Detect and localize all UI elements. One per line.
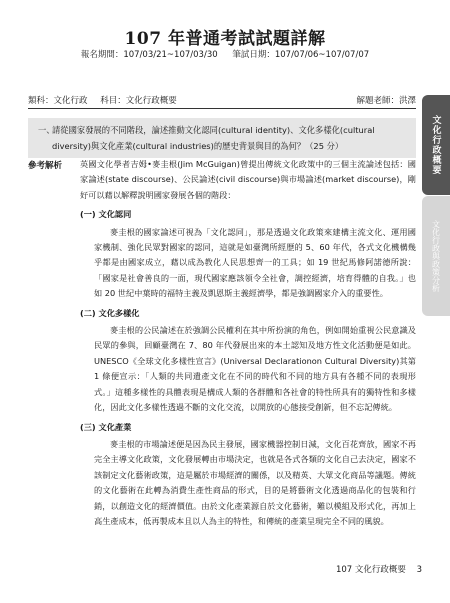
- question-number: 一、: [38, 125, 55, 135]
- question-text: 請從國家發展的不同階段，論述推動文化認同(cultural identity)、文化多樣化(cultural diversity)與文化產業(cultural industries)的歷史背景與目的為何？（25 分）: [52, 125, 375, 151]
- section-heading-identity: (一) 文化認同: [80, 209, 132, 220]
- answer-body: [80, 157, 416, 529]
- exam-date: 筆試日期：107/07/06~107/07/07: [232, 50, 370, 60]
- registration-period: 報名期間：107/03/21~107/03/30: [80, 50, 218, 60]
- answer-label: 參考解析: [28, 161, 63, 171]
- answer-intro: 英國文化學者吉姆•麥圭根(Jim McGuigan)曾提出傳統文化政策中的三個主流論述包括：國家論述(state discourse)、公民論述(civil discourse)與市場論述(market discourse)，剛好可以藉以解釋說明國家發展各個的階段：: [80, 159, 416, 200]
- header-divider: [28, 108, 416, 109]
- category: 類科：文化行政: [28, 96, 88, 106]
- page-number: 3: [416, 565, 422, 575]
- teacher: 解題老師：洪澤: [356, 96, 416, 106]
- section-text-industries: 麥圭根的市場論述便是因為民主發展，國家機器控制日減，文化百花齊放，國家不再完全主導文化政策，文化發展轉由市場決定，也就是各式各類的文化自己去決定，國家不該制定文化藝術政策，這是屬於市場經濟的關係，以及精英、大眾文化商品等議題。傳統的文化藝術在此轉為消費生產性商品的形式，目的是將藝術文化透過商品化的包裝和行銷，以創造文化的經濟價值。由於文化產業源自於文化藝術，難以模組及形式化，再加上高生產成本，低再製成本且以人為主的特性，和傳統的產業呈現完全不同的風貌。: [94, 438, 416, 526]
- footer-brand: 107 文化行政概要: [335, 565, 406, 575]
- subject: 科目：文化行政概要: [100, 96, 177, 106]
- page-footer: [336, 563, 422, 575]
- side-tab-active[interactable]: 文化行政概要: [422, 95, 450, 195]
- section-text-identity: 麥圭根的國家論述可視為「文化認同」，那是透過文化政策來建構主流文化、運用國家機制、強化民眾對國家的認同，這就是如臺灣所經歷的 5、60 年代，各式文化機構幾乎都是由國家成立，藉以成為教化人民思想齊一的工具；如 19 世紀馬修阿諾德所說：「國家是社會善良的一面，現代國家應該領令全社會，調控經濟，培育得體的自我。」也如 20 世紀中葉時的福特主義及凱恩斯主義經濟學，都是強調國家介入的重要性。: [94, 226, 416, 299]
- question-box: [28, 118, 416, 158]
- page-title: 107 年普通考試試題詳解: [124, 29, 326, 49]
- meta-row: [28, 94, 416, 108]
- exam-dates: [0, 48, 450, 60]
- section-heading-diversity: (二) 文化多樣化: [80, 307, 140, 318]
- side-tab-inactive[interactable]: 文化行政與政策分析: [422, 196, 450, 316]
- section-heading-industries: (三) 文化產業: [80, 421, 132, 432]
- section-text-diversity: 麥圭根的公民論述在於強調公民權利在其中所扮演的角色，例如開始重視公民意識及民眾的參與，回顧臺灣在 7、80 年代發展出來的本土認知及地方性文化活動便是如此。UNESCO《全球文化多樣性宣言》(Universal Declarationon Cultural Diversity)其第 1 條便宣示：「人類的共同遺產文化在不同的時代和不同的地方具有各種不同的表現形式。」這種多樣性的具體表現是構成人類的各群體和各社會的特性所具有的獨特性和多樣化，因此文化多樣性透過不斷的文化交流，以開放的心態接受創新，但不忘記傳統。: [94, 325, 416, 413]
